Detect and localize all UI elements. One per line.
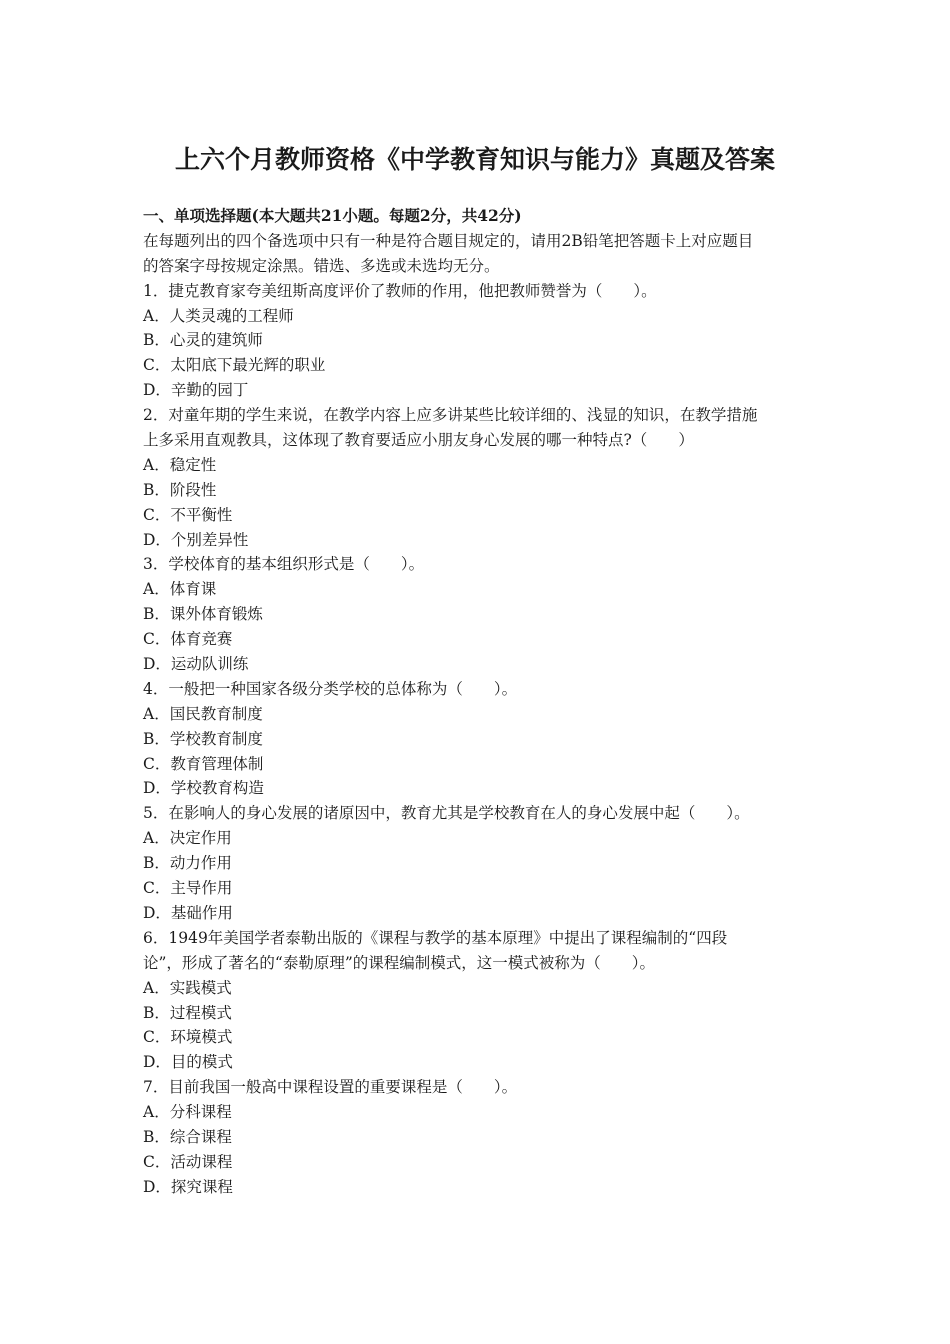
question-stem: 7．目前我国一般高中课程设置的重要课程是（ ）。 (143, 1078, 518, 1097)
instructions-line: 在每题列出的四个备选项中只有一种是符合题目规定的，请用2B铅笔把答题卡上对应题目 (143, 231, 754, 250)
option-b: B．综合课程 (143, 1127, 232, 1146)
question-4 (143, 677, 813, 801)
option-d: D．学校教育构造 (143, 779, 264, 798)
option-c: C．环境模式 (143, 1028, 233, 1047)
option-c: C．太阳底下最光辉的职业 (143, 356, 326, 375)
option-d: D．基础作用 (143, 903, 233, 922)
question-stem: 5．在影响人的身心发展的诸原因中，教育尤其是学校教育在人的身心发展中起（ ）。 (143, 804, 750, 823)
option-c: C．活动课程 (143, 1152, 233, 1171)
question-stem: 论”，形成了著名的“泰勒原理”的课程编制模式，这一模式被称为（ ）。 (143, 953, 656, 972)
question-stem: 4．一般把一种国家各级分类学校的总体称为（ ）。 (143, 679, 518, 698)
option-b: B．心灵的建筑师 (143, 331, 263, 350)
option-d: D．目的模式 (143, 1053, 233, 1072)
option-c: C．体育竞赛 (143, 630, 233, 649)
option-a: A．稳定性 (143, 455, 217, 474)
instructions-line: 的答案字母按规定涂黑。错选、多选或未选均无分。 (143, 256, 500, 275)
option-d: D．辛勤的园丁 (143, 381, 249, 400)
question-5 (143, 801, 813, 925)
option-a: A．实践模式 (143, 978, 232, 997)
question-3 (143, 552, 813, 676)
option-c: C．教育管理体制 (143, 754, 264, 773)
question-6 (143, 926, 813, 1075)
option-c: C．不平衡性 (143, 505, 233, 524)
option-d: D．运动队训练 (143, 655, 249, 674)
document-title: 上六个月教师资格《中学教育知识与能力》真题及答案 (174, 145, 775, 174)
question-7 (143, 1075, 813, 1199)
question-stem: 3．学校体育的基本组织形式是（ ）。 (143, 555, 425, 574)
option-a: A．决定作用 (143, 829, 232, 848)
option-b: B．过程模式 (143, 1003, 232, 1022)
option-c: C．主导作用 (143, 879, 233, 898)
document-body (143, 204, 813, 1200)
option-b: B．学校教育制度 (143, 729, 263, 748)
option-b: B．阶段性 (143, 480, 217, 499)
section-heading: 一、单项选择题(本大题共21小题。每题2分，共42分) (143, 206, 522, 225)
option-a: A．分科课程 (143, 1103, 232, 1122)
question-2 (143, 403, 813, 552)
question-stem: 2．对童年期的学生来说，在教学内容上应多讲某些比较详细的、浅显的知识，在教学措施 (143, 406, 758, 425)
option-d: D．个别差异性 (143, 530, 249, 549)
option-a: A．人类灵魂的工程师 (143, 306, 294, 325)
question-stem: 6．1949年美国学者泰勒出版的《课程与教学的基本原理》中提出了课程编制的“四段 (143, 928, 728, 947)
question-stem: 上多采用直观教具，这体现了教育要适应小朋友身心发展的哪一种特点?（ ） (143, 431, 694, 450)
question-stem: 1．捷克教育家夸美纽斯高度评价了教师的作用，他把教师赞誉为（ ）。 (143, 281, 657, 300)
option-d: D．探究课程 (143, 1177, 233, 1196)
option-b: B．动力作用 (143, 854, 232, 873)
option-a: A．国民教育制度 (143, 704, 263, 723)
option-a: A．体育课 (143, 580, 217, 599)
option-b: B．课外体育锻炼 (143, 605, 263, 624)
question-1 (143, 279, 813, 403)
